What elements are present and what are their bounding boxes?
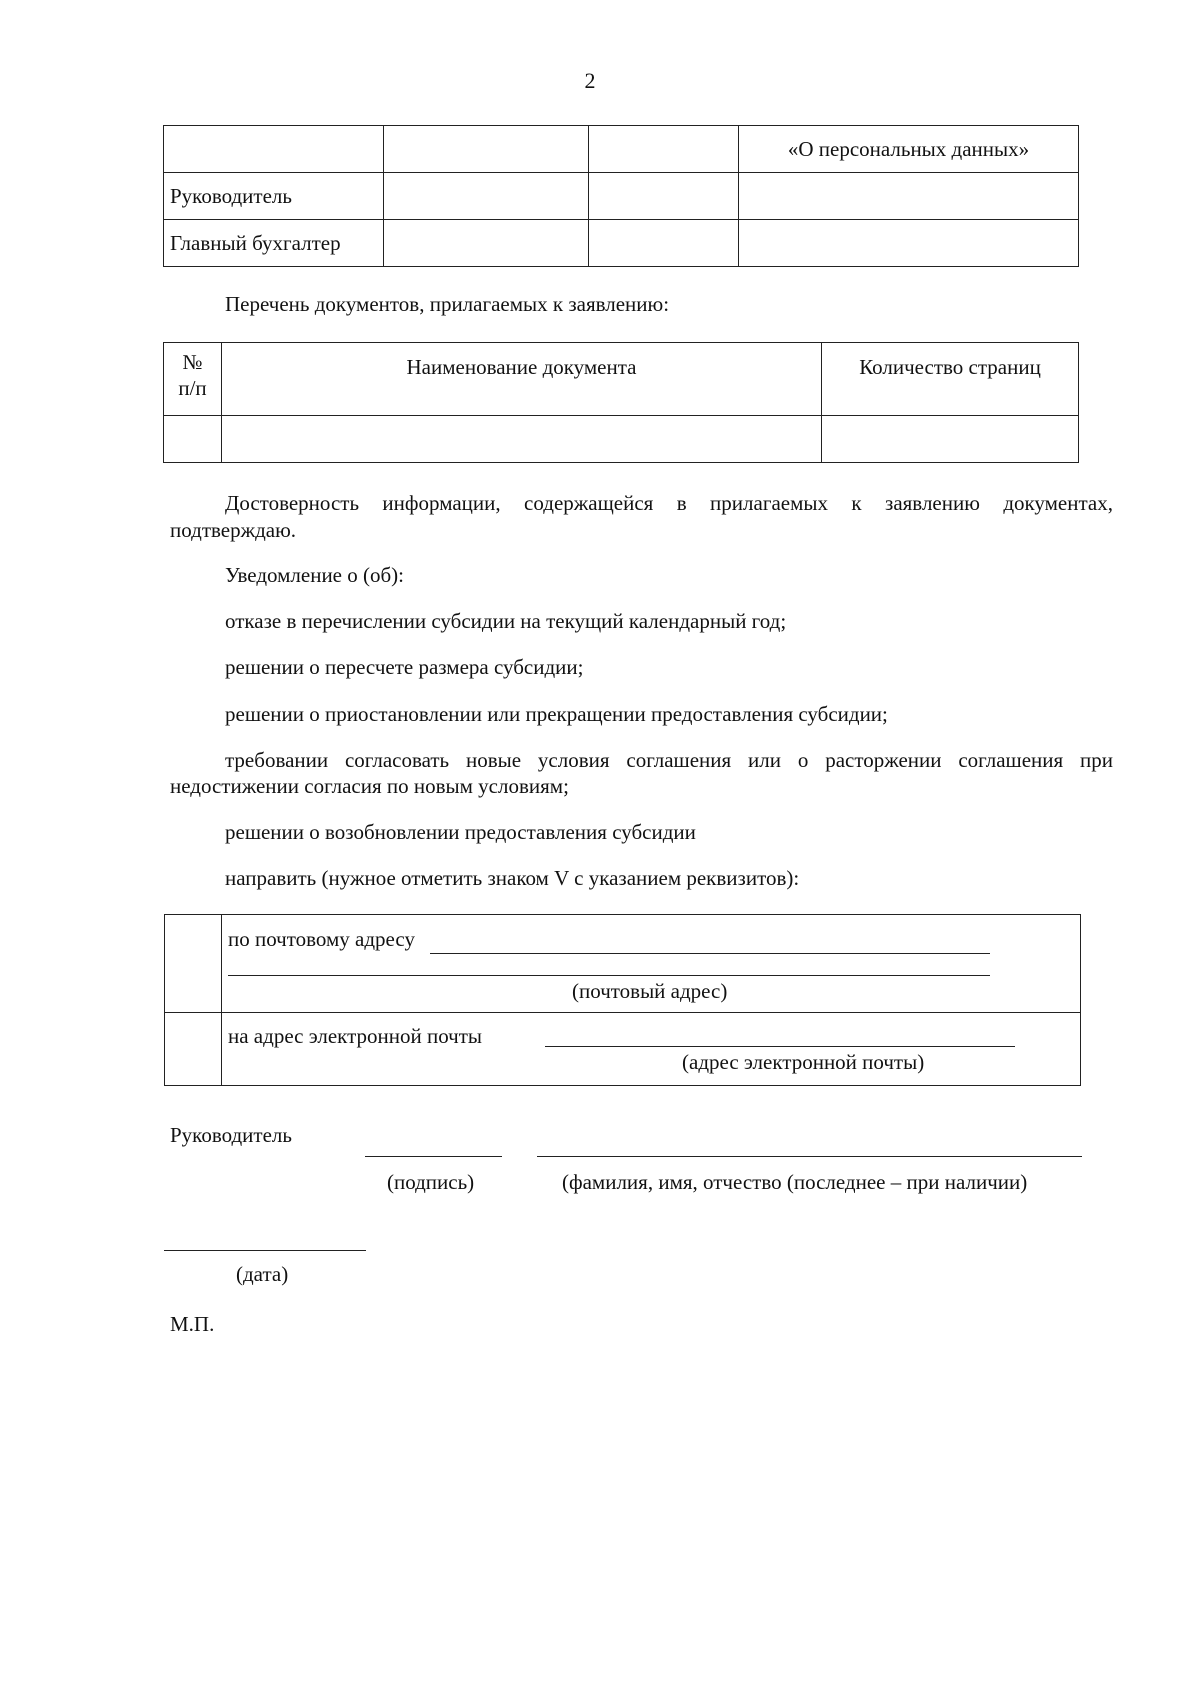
notification-item-resumption: решении о возобновлении предоставления субсидии [225,820,696,844]
signers-cell [384,126,589,173]
full-name-line[interactable] [537,1156,1082,1157]
documents-table [163,342,1079,463]
signers-cell [164,126,384,173]
column-number-header: № п/п [164,343,222,416]
signers-cell[interactable] [739,173,1079,220]
email-address-line[interactable] [545,1046,1015,1047]
signers-cell[interactable] [384,173,589,220]
postal-checkbox-cell[interactable] [165,915,222,1013]
postal-address-caption: (почтовый адрес) [572,979,728,1003]
signature-caption: (подпись) [387,1170,475,1194]
documents-list-heading: Перечень документов, прилагаемых к заявлению: [225,292,670,316]
postal-address-cell [222,915,1081,1013]
notification-item-new-terms-line-1: требовании согласовать новые условия соглашения или о расторжении соглашения при [225,748,1113,772]
signers-cell[interactable] [384,220,589,267]
signature-line[interactable] [365,1156,502,1157]
signers-table [163,125,1079,267]
page-number: 2 [584,68,596,93]
signers-cell[interactable] [739,220,1079,267]
row-label-chief-accountant: Главный бухгалтер [164,220,384,267]
full-name-caption: (фамилия, имя, отчество (последнее – при наличии) [562,1170,1028,1194]
documents-cell[interactable] [822,416,1079,463]
personal-data-note: «О персональных данных» [739,126,1079,173]
email-label: на адрес электронной почты [228,1024,483,1048]
stamp-place: М.П. [170,1312,215,1336]
documents-cell[interactable] [222,416,822,463]
postal-label: по почтовому адресу [228,927,415,951]
notification-item-recalculation: решении о пересчете размера субсидии; [225,655,584,679]
confirmation-line-1: Достоверность информации, содержащейся в прилагаемых к заявлению документах, [225,491,1113,515]
postal-address-line-1[interactable] [430,953,990,954]
column-document-name-header: Наименование документа [222,343,822,416]
row-label-manager: Руководитель [164,173,384,220]
notification-title: Уведомление о (об): [225,563,405,587]
confirmation-line-2: подтверждаю. [170,518,297,542]
column-pages-header: Количество страниц [822,343,1079,416]
notification-item-new-terms-line-2: недостижении согласия по новым условиям; [170,774,569,798]
postal-address-line-2[interactable] [228,975,990,976]
signers-cell[interactable] [589,173,739,220]
notification-item-suspension: решении о приостановлении или прекращении предоставления субсидии; [225,702,888,726]
date-caption: (дата) [236,1262,289,1286]
email-checkbox-cell[interactable] [165,1013,222,1086]
delivery-table [164,914,1081,1086]
notification-item-refusal: отказе в перечислении субсидии на текущий календарный год; [225,609,787,633]
signers-cell[interactable] [589,220,739,267]
email-address-caption: (адрес электронной почты) [682,1050,925,1074]
documents-cell[interactable] [164,416,222,463]
delivery-instruction: направить (нужное отметить знаком V с указанием реквизитов): [225,866,800,890]
signers-cell [589,126,739,173]
email-address-cell [222,1013,1081,1086]
date-line[interactable] [164,1250,366,1251]
signature-role: Руководитель [170,1123,292,1147]
